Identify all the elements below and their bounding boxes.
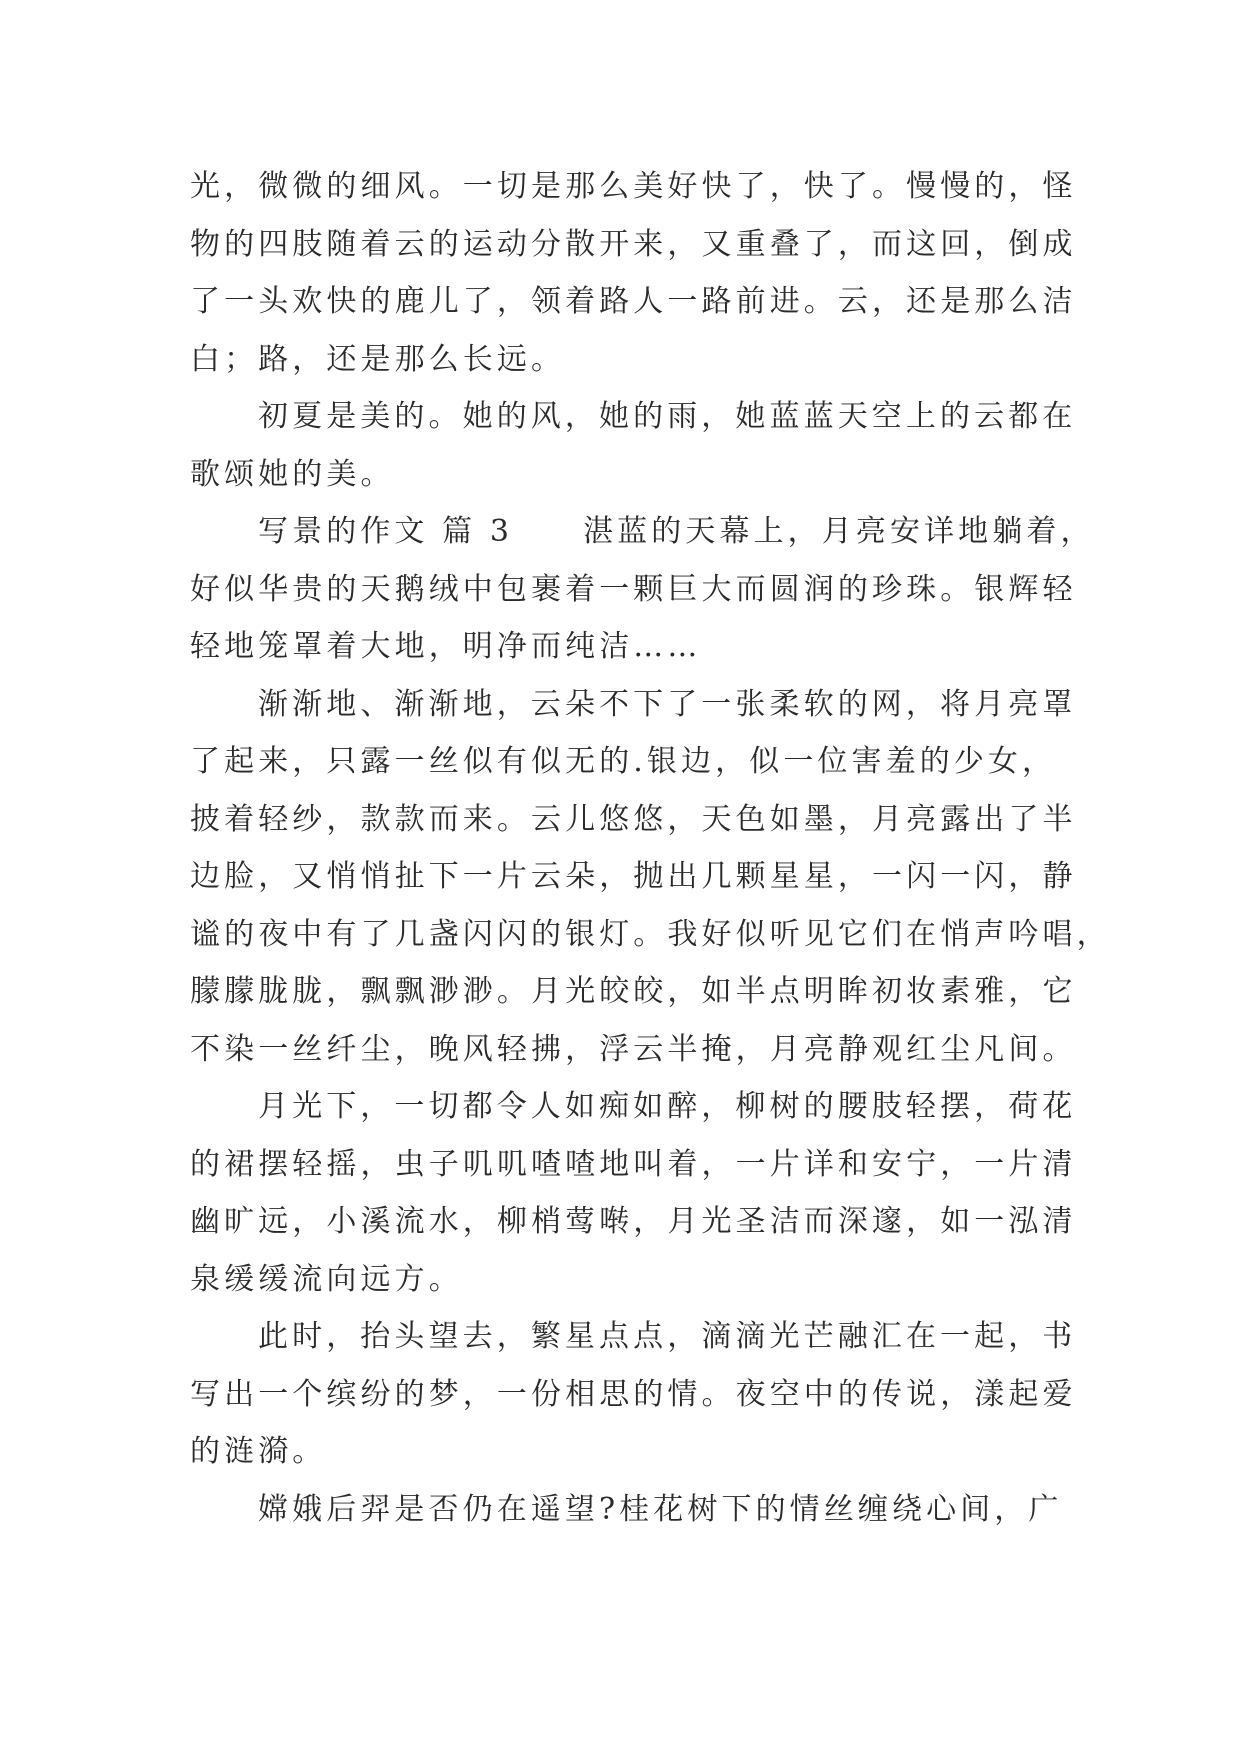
text-line: 好似华贵的天鹅绒中包裹着一颗巨大而圆润的珍珠。银辉轻 [190,571,1077,607]
text-line: 月光下，一切都令人如痴如醉，柳树的腰肢轻摆，荷花 [258,1089,1077,1124]
text-line: 泉缓缓流向远方。 [190,1261,463,1297]
text-line: 初夏是美的。她的风，她的雨，她蓝蓝天空上的云都在 [258,399,1077,434]
text-line: 光，微微的细风。一切是那么美好快了，快了。慢慢的，怪 [190,169,1077,204]
text-line: 轻地笼罩着大地，明净而纯洁…… [190,629,702,664]
text-line: 谧的夜中有了几盏闪闪的银灯。我好似听见它们在悄声吟唱， [190,916,1111,952]
text-line: 边脸，又悄悄扯下一片云朵，抛出几颗星星，一闪一闪，静 [190,859,1077,894]
text-line: 披着轻纱，款款而来。云儿悠悠，天色如墨，月亮露出了半 [190,801,1077,837]
section-heading: 写景的作文 篇 3 [258,514,514,549]
document-page [190,158,1111,1538]
text-line: 白；路，还是那么长远。 [190,341,566,377]
text-line: 此时，抬头望去，繁星点点，滴滴光芒融汇在一起，书 [258,1319,1077,1354]
text-line: 物的四肢随着云的运动分散开来，又重叠了，而这回，倒成 [190,226,1077,262]
text-line: 了一头欢快的鹿儿了，领着路人一路前进。云，还是那么洁 [190,284,1077,319]
text-line: 的涟漪。 [190,1434,327,1469]
text-line: 的裙摆轻摇，虫子叽叽喳喳地叫着，一片详和安宁，一片清 [190,1146,1077,1182]
text-line: 嫦娥后羿是否仍在遥望?桂花树下的情丝缠绕心间，广 [258,1491,1063,1527]
text-line: 写出一个缤纷的梦，一份相思的情。夜空中的传说，漾起爱 [190,1376,1077,1412]
text-line: 歌颂她的美。 [190,456,395,492]
text-line: 幽旷远，小溪流水，柳梢莺啭，月光圣洁而深邃，如一泓清 [190,1204,1077,1239]
text-line: 湛蓝的天幕上，月亮安详地躺着， [583,514,1095,549]
text-line: 了起来，只露一丝似有似无的.银边，似一位害羞的少女， [190,744,1057,779]
section-heading-line [190,503,1095,561]
text-line: 朦朦胧胧，飘飘渺渺。月光皎皎，如半点明眸初妆素雅，它 [190,974,1077,1009]
text-line: 不染一丝纤尘，晚风轻拂，浮云半掩，月亮静观红尘凡间。 [190,1031,1077,1067]
text-line: 渐渐地、渐渐地，云朵不下了一张柔软的网，将月亮罩 [258,686,1077,722]
